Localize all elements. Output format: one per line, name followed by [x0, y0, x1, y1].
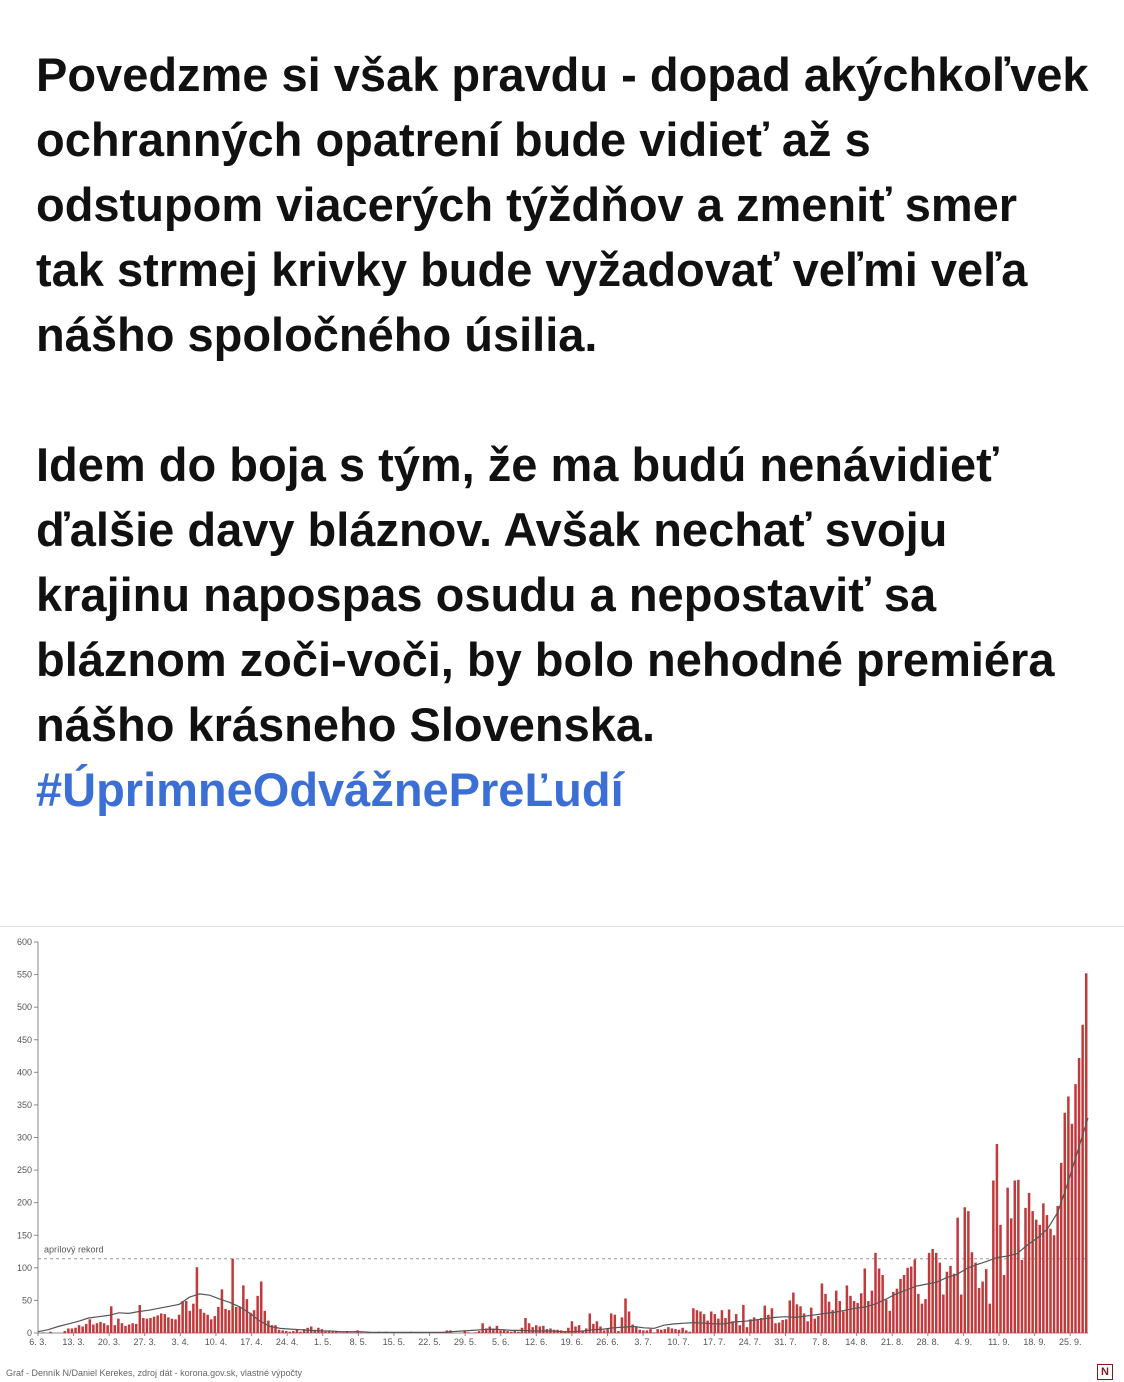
case-bar	[92, 1325, 95, 1333]
case-bar	[131, 1323, 134, 1333]
case-bar	[967, 1211, 970, 1333]
case-bar	[114, 1325, 117, 1333]
case-bar	[889, 1311, 892, 1333]
x-tick-label: 27. 3.	[133, 1337, 157, 1347]
case-bar	[110, 1306, 113, 1333]
case-bar	[885, 1300, 888, 1333]
case-bar	[681, 1328, 684, 1333]
x-tick-label: 10. 7.	[667, 1337, 690, 1347]
case-bar	[210, 1319, 213, 1333]
case-bar	[946, 1272, 949, 1333]
case-bar	[828, 1302, 831, 1333]
case-bar	[864, 1268, 867, 1333]
case-bar	[185, 1301, 188, 1333]
case-bar	[156, 1315, 159, 1333]
case-bar	[535, 1325, 538, 1333]
case-bar	[510, 1332, 513, 1333]
case-bar	[985, 1269, 988, 1333]
image-divider	[0, 926, 1124, 927]
case-bar	[1053, 1235, 1056, 1333]
case-bar	[517, 1332, 520, 1333]
case-bar	[849, 1296, 852, 1333]
case-bar	[124, 1326, 127, 1333]
case-bar	[939, 1263, 942, 1333]
case-bar	[671, 1328, 674, 1333]
case-bar	[989, 1304, 992, 1333]
case-bar	[721, 1310, 724, 1333]
case-bar	[842, 1311, 845, 1333]
case-bar	[1039, 1225, 1042, 1333]
case-bar	[1017, 1180, 1020, 1333]
case-bar	[992, 1181, 995, 1333]
case-bar	[296, 1330, 299, 1333]
case-bar	[596, 1321, 599, 1333]
x-tick-label: 5. 6.	[491, 1337, 510, 1347]
x-tick-label: 13. 3.	[62, 1337, 85, 1347]
case-bar	[256, 1296, 259, 1333]
case-bar	[146, 1319, 149, 1333]
case-bar	[278, 1330, 281, 1333]
y-tick-label: 400	[16, 1067, 32, 1078]
case-bar	[214, 1316, 217, 1333]
case-bar	[646, 1330, 649, 1333]
case-bar	[746, 1327, 749, 1333]
case-bar	[656, 1329, 659, 1333]
case-bar	[206, 1315, 209, 1333]
case-bar	[1024, 1208, 1027, 1333]
post-paragraph-2: Idem do boja s tým, že ma budú nenávidieť ďalšie davy bláznov. Avšak nechať svoju krajinu napospas osudu a nepostaviť sa bláznom zoči-voči, by bolo nehodné premiéra nášho krásneho Slovenska.	[36, 438, 1055, 751]
case-bar	[774, 1323, 777, 1333]
case-bar	[921, 1304, 924, 1333]
case-bar	[164, 1314, 167, 1333]
case-bar	[339, 1332, 342, 1333]
case-bar	[910, 1267, 913, 1333]
case-bar	[692, 1308, 695, 1333]
x-tick-label: 3. 4.	[171, 1337, 190, 1347]
case-bar	[117, 1319, 120, 1333]
case-bar	[42, 1332, 45, 1333]
moving-average-line	[38, 1118, 1088, 1332]
case-bar	[285, 1331, 288, 1333]
case-bar	[874, 1253, 877, 1333]
case-bar	[710, 1311, 713, 1333]
case-bar	[806, 1321, 809, 1333]
case-bar	[189, 1311, 192, 1333]
case-bar	[639, 1330, 642, 1333]
case-bar	[235, 1307, 238, 1333]
case-bar	[139, 1305, 142, 1333]
case-bar	[974, 1263, 977, 1333]
case-bar	[1035, 1220, 1038, 1333]
case-bar	[981, 1282, 984, 1333]
case-bar	[899, 1279, 902, 1333]
case-bar	[528, 1323, 531, 1333]
case-bar	[792, 1293, 795, 1333]
x-tick-label: 22. 5.	[418, 1337, 441, 1347]
x-tick-label: 7. 8.	[812, 1337, 830, 1347]
x-tick-label: 8. 5.	[349, 1337, 368, 1347]
case-bar	[756, 1320, 759, 1333]
case-bar	[785, 1319, 788, 1333]
case-bar	[64, 1331, 67, 1333]
case-bar	[839, 1301, 842, 1333]
case-bar	[896, 1289, 899, 1333]
case-bar	[217, 1307, 220, 1333]
paragraph-spacer	[36, 367, 1096, 432]
case-bar	[978, 1288, 981, 1333]
case-bar	[353, 1332, 356, 1333]
case-bar	[281, 1330, 284, 1333]
x-tick-label: 15. 5.	[382, 1337, 406, 1347]
case-bar	[196, 1267, 199, 1333]
case-bar	[81, 1326, 84, 1333]
case-bar	[631, 1325, 634, 1333]
case-bar	[1074, 1084, 1077, 1333]
case-bar	[878, 1268, 881, 1333]
y-tick-label: 350	[16, 1099, 32, 1110]
x-tick-label: 12. 6.	[525, 1337, 548, 1347]
case-bar	[1014, 1181, 1017, 1333]
y-tick-label: 100	[16, 1262, 32, 1273]
hashtag-link[interactable]: #ÚprimneOdvážnePreĽudí	[36, 763, 624, 816]
case-bar	[664, 1329, 667, 1333]
case-bar	[71, 1328, 74, 1333]
case-bar	[1003, 1275, 1006, 1333]
case-bar	[1064, 1113, 1067, 1333]
case-bar	[506, 1331, 509, 1333]
case-bar	[178, 1315, 181, 1333]
case-bar	[660, 1330, 663, 1333]
case-bar	[931, 1249, 934, 1333]
x-tick-label: 6. 3.	[29, 1337, 47, 1347]
case-bar	[1056, 1206, 1059, 1333]
case-bar	[99, 1322, 102, 1333]
case-bar	[760, 1318, 763, 1333]
x-tick-label: 21. 8.	[880, 1337, 904, 1347]
case-bar	[203, 1313, 206, 1333]
x-tick-label: 28. 8.	[916, 1337, 940, 1347]
case-bar	[89, 1319, 92, 1333]
case-bar	[78, 1325, 81, 1333]
case-bar	[539, 1326, 542, 1333]
x-tick-label: 17. 7.	[703, 1337, 726, 1347]
case-bar	[267, 1321, 270, 1333]
case-bar	[817, 1316, 820, 1333]
case-bar	[149, 1318, 152, 1333]
case-bar	[614, 1315, 617, 1333]
case-bar	[956, 1218, 959, 1333]
x-tick-label: 20. 3.	[97, 1337, 121, 1347]
case-bar	[342, 1332, 345, 1333]
case-bar	[781, 1320, 784, 1333]
case-bar	[289, 1332, 292, 1333]
case-bar	[292, 1331, 295, 1333]
case-bar	[814, 1319, 817, 1333]
case-bar	[128, 1325, 131, 1333]
case-bar	[924, 1299, 927, 1333]
case-bar	[749, 1319, 752, 1333]
case-bar	[881, 1275, 884, 1333]
case-bar	[706, 1321, 709, 1333]
case-bar	[649, 1329, 652, 1333]
case-bar	[717, 1319, 720, 1333]
case-bar	[767, 1315, 770, 1333]
case-bar	[264, 1311, 267, 1333]
case-bar	[610, 1313, 613, 1333]
case-bar	[74, 1328, 77, 1333]
case-bar	[331, 1332, 334, 1333]
case-bar	[1078, 1058, 1081, 1333]
y-tick-label: 550	[16, 969, 32, 980]
y-tick-label: 150	[16, 1230, 32, 1241]
case-bar	[1031, 1211, 1034, 1333]
case-bar	[906, 1268, 909, 1333]
case-bar	[624, 1298, 627, 1333]
case-bar	[1067, 1096, 1070, 1333]
case-bar	[821, 1283, 824, 1333]
case-bar	[935, 1253, 938, 1333]
case-bar	[67, 1328, 70, 1333]
case-bar	[960, 1295, 963, 1333]
case-bar	[1085, 973, 1088, 1333]
case-bar	[831, 1310, 834, 1333]
x-tick-label: 17. 4.	[240, 1337, 263, 1347]
y-tick-label: 50	[21, 1295, 32, 1306]
case-bar	[478, 1331, 481, 1333]
case-bar	[603, 1330, 606, 1333]
x-tick-label: 31. 7.	[774, 1337, 797, 1347]
case-bar	[914, 1259, 917, 1333]
case-bar	[249, 1313, 252, 1333]
case-bar	[224, 1309, 227, 1333]
post-paragraph-1: Povedzme si však pravdu - dopad akýchkoľvek ochranných opatrení bude vidieť až s odstupom viacerých týždňov a zmeniť smer tak strmej krivky bude vyžadovať veľmi veľa nášho spoločného úsilia.	[36, 48, 1089, 361]
y-tick-label: 600	[16, 937, 32, 947]
x-tick-label: 29. 5.	[453, 1337, 477, 1347]
case-bar	[274, 1325, 277, 1333]
case-bar	[253, 1310, 256, 1333]
x-tick-label: 24. 4.	[275, 1337, 299, 1347]
case-bar	[467, 1332, 470, 1333]
case-bar	[360, 1332, 363, 1333]
case-bar	[689, 1332, 692, 1333]
case-bar	[1006, 1188, 1009, 1333]
x-tick-label: 24. 7.	[738, 1337, 762, 1347]
case-bar	[1028, 1193, 1031, 1333]
case-bar	[642, 1330, 645, 1333]
case-bar	[1081, 1025, 1084, 1333]
chart-credit: Graf - Denník N/Daniel Kerekes, zdroj dát - korona.gov.sk, vlastné výpočty	[6, 1368, 302, 1378]
case-bar	[221, 1289, 224, 1333]
case-bar	[499, 1330, 502, 1333]
case-bar	[171, 1319, 174, 1333]
case-bar	[174, 1319, 177, 1333]
case-bar	[696, 1310, 699, 1333]
case-bar	[142, 1318, 145, 1333]
x-tick-label: 11. 9.	[988, 1337, 1010, 1347]
y-tick-label: 0	[26, 1328, 32, 1338]
x-tick-label: 18. 9.	[1023, 1337, 1046, 1347]
x-tick-label: 4. 9.	[954, 1337, 973, 1347]
case-bar	[542, 1326, 545, 1333]
post-body	[36, 42, 1096, 822]
case-bar	[349, 1332, 352, 1333]
case-bar	[860, 1293, 863, 1333]
case-bar	[153, 1317, 156, 1333]
case-bar	[724, 1318, 727, 1333]
case-bar	[121, 1323, 124, 1333]
case-bar	[903, 1275, 906, 1333]
case-bar	[167, 1317, 170, 1333]
y-tick-label: 250	[16, 1165, 32, 1176]
case-bar	[231, 1259, 234, 1333]
case-bar	[135, 1324, 138, 1333]
case-bar	[228, 1310, 231, 1333]
case-bar	[85, 1324, 88, 1333]
case-bar	[628, 1311, 631, 1333]
case-bar	[474, 1332, 477, 1333]
case-bar	[260, 1282, 263, 1333]
case-bar	[299, 1332, 302, 1333]
x-tick-label: 26. 6.	[596, 1337, 619, 1347]
case-bar	[617, 1331, 620, 1333]
case-bar	[1049, 1229, 1052, 1333]
case-bar	[917, 1294, 920, 1333]
case-bar	[606, 1329, 609, 1333]
case-bar	[192, 1304, 195, 1333]
x-tick-label: 25. 9.	[1058, 1337, 1082, 1347]
case-bar	[999, 1225, 1002, 1333]
case-bar	[871, 1291, 874, 1333]
case-bar	[1042, 1203, 1045, 1333]
case-bar	[853, 1301, 856, 1333]
case-bar	[971, 1252, 974, 1333]
case-bar	[239, 1307, 242, 1333]
case-bar	[1046, 1215, 1049, 1333]
case-bar	[928, 1253, 931, 1333]
case-bar	[892, 1292, 895, 1333]
case-bar	[103, 1323, 106, 1333]
case-bar	[1010, 1218, 1013, 1333]
y-tick-label: 300	[16, 1132, 32, 1143]
case-bar	[667, 1327, 670, 1333]
case-bar	[653, 1332, 656, 1333]
case-bar	[739, 1325, 742, 1333]
case-bar	[778, 1323, 781, 1333]
x-tick-label: 3. 7.	[634, 1337, 652, 1347]
record-reference-label: aprílový rekord	[44, 1244, 104, 1255]
x-tick-label: 1. 5.	[313, 1337, 332, 1347]
case-bar	[324, 1332, 327, 1333]
x-tick-label: 14. 8.	[845, 1337, 868, 1347]
x-tick-label: 10. 4.	[204, 1337, 228, 1347]
case-bar	[942, 1295, 945, 1333]
case-bar	[810, 1308, 813, 1333]
y-tick-label: 450	[16, 1034, 32, 1045]
case-bar	[728, 1310, 731, 1333]
case-bar	[96, 1323, 99, 1333]
case-bar	[310, 1326, 313, 1333]
case-bar	[996, 1144, 999, 1333]
case-bar	[674, 1329, 677, 1333]
attached-chart-image[interactable]	[0, 930, 1124, 1382]
dennik-n-logo: N	[1097, 1364, 1113, 1380]
case-bar	[678, 1330, 681, 1333]
y-tick-label: 500	[16, 1002, 32, 1013]
case-bar	[49, 1332, 52, 1333]
case-bar	[531, 1327, 534, 1333]
case-bar	[685, 1330, 688, 1333]
case-bar	[796, 1304, 799, 1333]
y-tick-label: 200	[16, 1197, 32, 1208]
case-bar	[592, 1324, 595, 1333]
case-bar	[1060, 1163, 1063, 1333]
case-bar	[699, 1311, 702, 1333]
case-bar	[481, 1323, 484, 1333]
case-bar	[953, 1274, 956, 1333]
case-bar	[514, 1331, 517, 1333]
case-bar	[160, 1313, 163, 1333]
case-bar	[199, 1309, 202, 1333]
case-bar	[742, 1305, 745, 1333]
cases-bar-chart	[0, 930, 1124, 1382]
x-tick-label: 19. 6.	[560, 1337, 584, 1347]
case-bar	[1021, 1260, 1024, 1333]
case-bar	[181, 1301, 184, 1333]
case-bar	[771, 1308, 774, 1333]
case-bar	[246, 1299, 249, 1333]
case-bar	[735, 1314, 738, 1333]
case-bar	[799, 1306, 802, 1333]
case-bar	[1071, 1124, 1074, 1333]
case-bar	[106, 1325, 109, 1333]
case-bar	[621, 1317, 624, 1333]
